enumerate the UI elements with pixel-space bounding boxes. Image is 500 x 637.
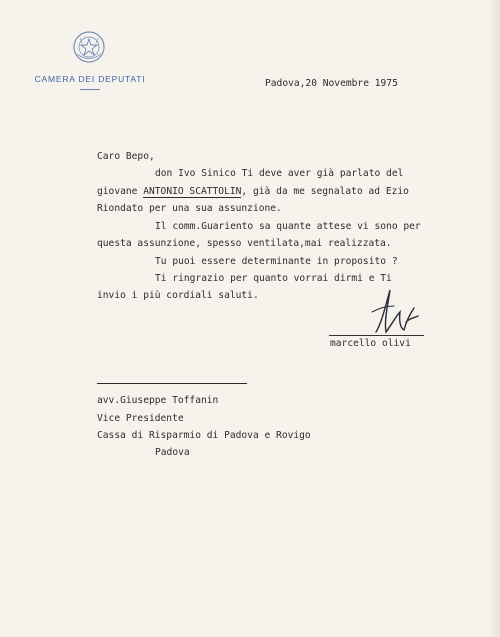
place-date: Padova,20 Novembre 1975 — [265, 78, 398, 89]
body-line-6: Tu puoi essere determinante in proposito ? — [155, 256, 398, 267]
recipient-name: avv.Giuseppe Toffanin — [97, 395, 219, 406]
signature-rule — [329, 335, 424, 336]
body-line-2-suffix: , già da me segnalato ad Ezio — [241, 186, 409, 197]
typed-signature: marcello olivi — [330, 338, 411, 349]
letterhead-rule — [80, 89, 100, 90]
body-line-8: invio i più cordiali saluti. — [97, 290, 259, 301]
body-line-4: Il comm.Guariento sa quante attese vi sono per — [155, 221, 421, 232]
body-line-1: don Ivo Sinico Ti deve aver già parlato del — [155, 168, 404, 179]
body-line-3: Riondato per una sua assunzione. — [97, 203, 282, 214]
salutation: Caro Bepo, — [97, 151, 155, 162]
recipient-institution: Cassa di Risparmio di Padova e Rovigo — [97, 430, 311, 441]
letterhead-chamber: CAMERA DEI DEPUTATI — [34, 74, 146, 84]
body-line-2-prefix: giovane — [97, 186, 144, 197]
recipient-city: Padova — [155, 447, 190, 458]
recipient-role: Vice Presidente — [97, 413, 184, 424]
body-line-5: questa assunzione, spesso ventilata,mai realizzata. — [97, 238, 392, 249]
body-line-7: Ti ringrazio per quanto vorrai dirmi e Ti — [155, 273, 392, 284]
body-line-2 — [97, 186, 409, 197]
italian-republic-emblem-icon — [72, 30, 106, 64]
page-edge — [488, 0, 500, 637]
address-separator — [97, 383, 247, 384]
candidate-name: ANTONIO SCATTOLIN — [143, 186, 242, 197]
